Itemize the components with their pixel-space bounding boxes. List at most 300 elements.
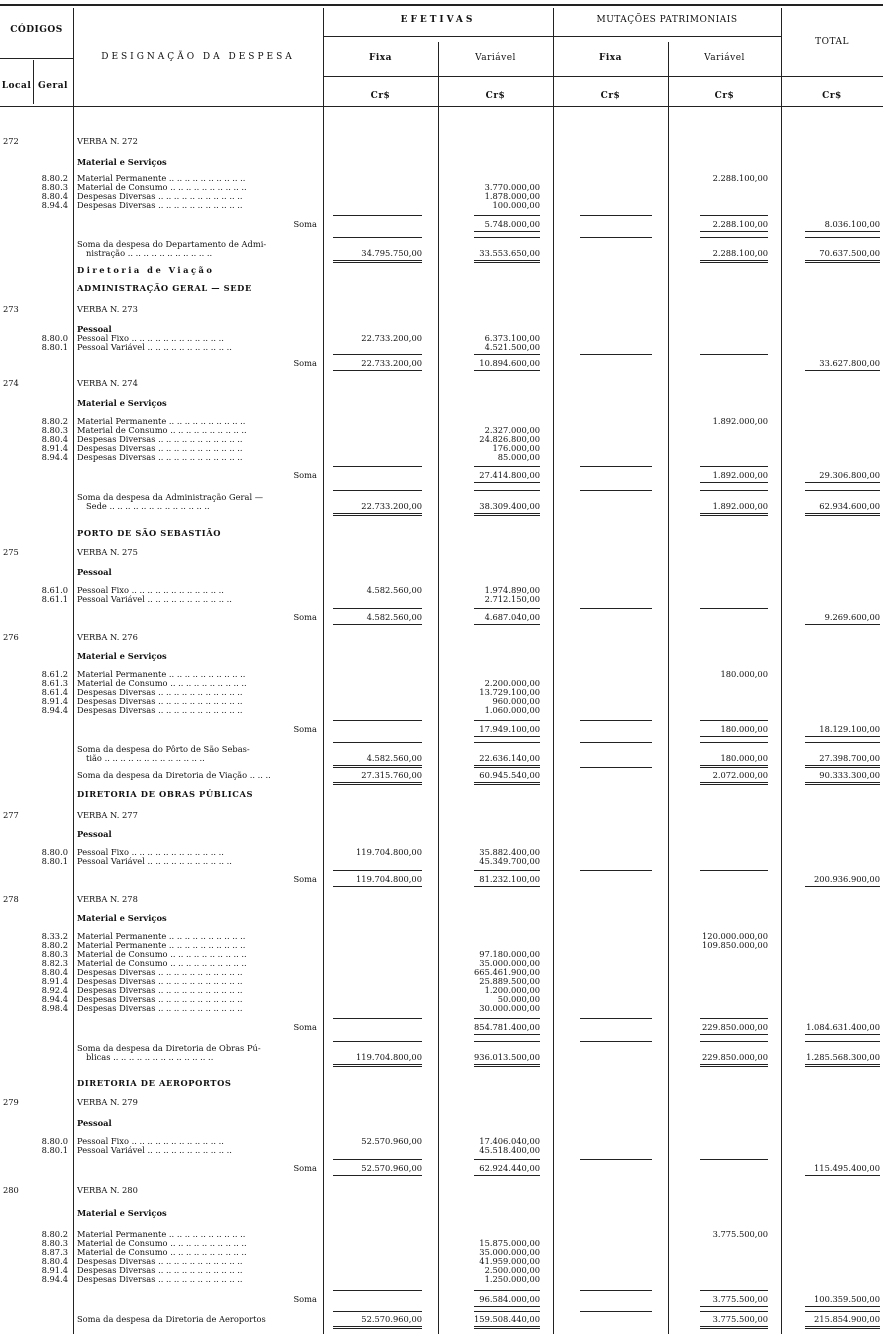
verba-title: VERBA N. 275: [77, 547, 138, 557]
table-row: [0, 239, 883, 258]
verba-title: VERBA N. 279: [77, 1097, 138, 1107]
sum-rule: [333, 767, 422, 768]
category-heading: Material e Serviços: [77, 913, 167, 923]
sum-rule: [700, 1290, 768, 1291]
efetiva-fixa-value: 27.315.760,00: [361, 770, 422, 780]
sum-rule: [474, 1018, 540, 1019]
expense-description: Despesas Diversas .. .. .. .. .. .. .. .. .. .. ..: [77, 687, 243, 697]
sum-rule: [474, 215, 540, 216]
table-row: [0, 1208, 883, 1218]
sum-rule: [474, 513, 540, 516]
mutacao-variavel-value: 180.000,00: [720, 753, 768, 763]
expense-description: Soma da despesa do Pôrto de São Sebas-: [77, 744, 250, 754]
efetiva-variavel-value: 22.636.140,00: [479, 753, 540, 763]
efetiva-variavel-value: 60.945.540,00: [479, 770, 540, 780]
geral-code: 8.80.1: [41, 856, 68, 866]
efetiva-variavel-value: 10.894.600,00: [479, 358, 540, 368]
efetiva-fixa-value: 119.704.800,00: [356, 847, 422, 857]
section-title: DIRETORIA DE AEROPORTOS: [77, 1078, 232, 1088]
hdr-rule-groups: [323, 36, 781, 37]
sum-rule: [474, 608, 540, 609]
sum-rule: [700, 720, 768, 721]
table-row: [0, 913, 883, 923]
geral-code: 8.80.1: [41, 342, 68, 352]
table-row: [0, 547, 883, 557]
geral-code: 8.98.4: [41, 1003, 68, 1013]
table-row: [0, 594, 883, 604]
expense-description: Pessoal Variável .. .. .. .. .. .. .. .. .. .. ..: [77, 1145, 232, 1155]
efetiva-variavel-value: 13.729.100,00: [479, 687, 540, 697]
verba-title: VERBA N. 276: [77, 632, 138, 642]
expense-description: Soma da despesa da Diretoria de Aeroportos: [77, 1314, 266, 1324]
category-heading: Material e Serviços: [77, 398, 167, 408]
efetiva-variavel-value: 2.712.150,00: [484, 594, 540, 604]
geral-code: 8.94.4: [41, 1274, 68, 1284]
expense-description: Despesas Diversas .. .. .. .. .. .. .. .. .. .. ..: [77, 200, 243, 210]
geral-code: 8.82.3: [41, 958, 68, 968]
sum-rule: [805, 1326, 880, 1329]
sum-rule: [474, 736, 540, 737]
table-row: [0, 810, 883, 820]
expense-description: Despesas Diversas .. .. .. .. .. .. .. .. .. .. ..: [77, 1265, 243, 1275]
sum-rule: [580, 215, 652, 216]
expense-description-cont: tião .. .. .. .. .. .. .. .. .. .. .. .. ..: [86, 753, 205, 763]
efetiva-variavel-value: 35.000.000,00: [479, 1247, 540, 1257]
sum-rule: [580, 354, 652, 355]
mutacao-variavel-value: 2.072.000,00: [712, 770, 768, 780]
sum-rule: [333, 260, 422, 263]
geral-code: 8.61.0: [41, 585, 68, 595]
hdr-rule-sub: [323, 76, 883, 77]
geral-code: 8.80.3: [41, 182, 68, 192]
efetiva-variavel-value: 25.889.500,00: [479, 976, 540, 986]
expense-description: Despesas Diversas .. .. .. .. .. .. .. .. .. .. ..: [77, 443, 243, 453]
sum-rule: [333, 490, 422, 491]
expense-description: Despesas Diversas .. .. .. .. .. .. .. .. .. .. ..: [77, 994, 243, 1004]
sum-rule: [580, 237, 652, 238]
efetiva-variavel-value: 2.200.000,00: [484, 678, 540, 688]
sum-rule: [474, 767, 540, 768]
mutacao-variavel-value: 2.288.100,00: [712, 219, 768, 229]
expense-description-cont: Sede .. .. .. .. .. .. .. .. .. .. .. .. ..: [86, 501, 210, 511]
efetiva-variavel-value: 960.000,00: [492, 696, 540, 706]
expense-description: Material de Consumo .. .. .. .. .. .. .. .. .. ..: [77, 678, 247, 688]
sum-rule: [805, 1041, 880, 1042]
sum-rule: [474, 1306, 540, 1307]
sum-rule: [805, 1064, 880, 1067]
efetiva-variavel-value: 159.508.440,00: [474, 1314, 540, 1324]
efetiva-variavel-value: 854.781.400,00: [474, 1022, 540, 1032]
verba-title: VERBA N. 280: [77, 1185, 138, 1195]
table-row: [0, 265, 883, 275]
total-value: 215.854.900,00: [814, 1314, 880, 1324]
expense-description: Despesas Diversas .. .. .. .. .. .. .. .. .. .. ..: [77, 452, 243, 462]
hdr-local: Local: [1, 81, 32, 91]
sum-rule: [333, 1175, 422, 1176]
sum-rule: [333, 782, 422, 785]
table-row: [0, 567, 883, 577]
efetiva-fixa-value: 22.733.200,00: [361, 333, 422, 343]
sum-rule: [474, 742, 540, 743]
table-row: [0, 358, 883, 368]
efetiva-variavel-value: 4.687.040,00: [484, 612, 540, 622]
local-code: 275: [3, 547, 19, 557]
sum-rule: [474, 490, 540, 491]
sum-rule: [580, 720, 652, 721]
efetiva-variavel-value: 81.232.100,00: [479, 874, 540, 884]
total-value: 115.495.400,00: [814, 1163, 880, 1173]
mutacao-variavel-value: 3.775.500,00: [712, 1294, 768, 1304]
sum-rule: [805, 886, 880, 887]
efetiva-variavel-value: 2.327.000,00: [484, 425, 540, 435]
soma-label: Soma: [293, 1163, 317, 1173]
geral-code: 8.91.4: [41, 443, 68, 453]
efetiva-variavel-value: 1.200.000,00: [484, 985, 540, 995]
category-heading: Material e Serviços: [77, 157, 167, 167]
hdr-designacao: DESIGNAÇÃO DA DESPESA: [101, 52, 295, 62]
sum-rule: [700, 1306, 768, 1307]
efetiva-fixa-value: 4.582.560,00: [366, 585, 422, 595]
table-row: [0, 1118, 883, 1128]
efetiva-variavel-value: 6.373.100,00: [484, 333, 540, 343]
mutacao-variavel-value: 1.892.000,00: [712, 501, 768, 511]
sum-rule: [580, 1290, 652, 1291]
verba-title: VERBA N. 278: [77, 894, 138, 904]
sum-rule: [333, 742, 422, 743]
efetiva-variavel-value: 41.959.000,00: [479, 1256, 540, 1266]
verba-title: VERBA N. 273: [77, 304, 138, 314]
hdr-currency-total: Cr$: [822, 91, 842, 101]
hdr-efetivas-variavel: Variável: [475, 53, 516, 63]
category-heading: Pessoal: [77, 567, 112, 577]
sum-rule: [333, 1326, 422, 1329]
expense-description: Material de Consumo .. .. .. .. .. .. .. .. .. ..: [77, 958, 247, 968]
efetiva-fixa-value: 52.570.960,00: [361, 1136, 422, 1146]
soma-label: Soma: [293, 874, 317, 884]
geral-code: 8.80.4: [41, 434, 68, 444]
efetiva-fixa-value: 119.704.800,00: [356, 874, 422, 884]
table-row: [0, 398, 883, 408]
total-value: 33.627.800,00: [819, 358, 880, 368]
sum-rule: [474, 482, 540, 483]
hdr-currency-efix: Cr$: [370, 91, 391, 101]
total-value: 18.129.100,00: [819, 724, 880, 734]
sum-rule: [580, 1311, 652, 1312]
table-row: [0, 1078, 883, 1088]
sum-rule: [474, 782, 540, 785]
expense-description-cont: blicas .. .. .. .. .. .. .. .. .. .. .. .. ..: [86, 1052, 214, 1062]
geral-code: 8.94.4: [41, 452, 68, 462]
sum-rule: [333, 215, 422, 216]
sum-rule: [580, 870, 652, 871]
efetiva-variavel-value: 50.000,00: [497, 994, 540, 1004]
sum-rule: [474, 466, 540, 467]
efetiva-fixa-value: 52.570.960,00: [361, 1314, 422, 1324]
table-row: [0, 874, 883, 884]
sum-rule: [333, 886, 422, 887]
sum-rule: [474, 1034, 540, 1035]
category-heading: Pessoal: [77, 829, 112, 839]
expense-description: Despesas Diversas .. .. .. .. .. .. .. .. .. .. ..: [77, 696, 243, 706]
sum-rule: [805, 624, 880, 625]
sum-rule: [700, 782, 768, 785]
sum-rule: [580, 608, 652, 609]
sum-rule: [805, 370, 880, 371]
table-row: [0, 744, 883, 763]
sum-rule: [700, 490, 768, 491]
expense-description: Material de Consumo .. .. .. .. .. .. .. .. .. ..: [77, 1247, 247, 1257]
total-value: 29.306.800,00: [819, 470, 880, 480]
soma-label: Soma: [293, 1022, 317, 1032]
hdr-mutacoes-variavel: Variável: [704, 53, 745, 63]
table-row: [0, 219, 883, 229]
total-value: 1.285.568.300,00: [806, 1052, 880, 1062]
mutacao-variavel-value: 3.775.500,00: [712, 1229, 768, 1239]
efetiva-variavel-value: 17.406.040,00: [479, 1136, 540, 1146]
efetiva-variavel-value: 1.250.000,00: [484, 1274, 540, 1284]
total-value: 8.036.100,00: [824, 219, 880, 229]
mutacao-variavel-value: 1.892.000,00: [712, 470, 768, 480]
expense-description: Material Permanente .. .. .. .. .. .. .. .. .. ..: [77, 669, 246, 679]
table-row: [0, 856, 883, 866]
expense-description: Material de Consumo .. .. .. .. .. .. .. .. .. ..: [77, 1238, 247, 1248]
sum-rule: [333, 466, 422, 467]
sum-rule: [333, 1018, 422, 1019]
sum-rule: [805, 742, 880, 743]
soma-label: Soma: [293, 612, 317, 622]
table-row: [0, 136, 883, 146]
geral-code: 8.61.2: [41, 669, 68, 679]
sum-rule: [700, 1041, 768, 1042]
efetiva-variavel-value: 30.000.000,00: [479, 1003, 540, 1013]
sum-rule: [805, 482, 880, 483]
geral-code: 8.61.1: [41, 594, 68, 604]
local-code: 277: [3, 810, 19, 820]
sum-rule: [805, 782, 880, 785]
hdr-codigos: CÓDIGOS: [10, 25, 63, 35]
efetiva-variavel-value: 1.060.000,00: [484, 705, 540, 715]
table-row: [0, 342, 883, 352]
geral-code: 8.61.3: [41, 678, 68, 688]
sum-rule: [700, 767, 768, 768]
expense-description: Despesas Diversas .. .. .. .. .. .. .. .. .. .. ..: [77, 1274, 243, 1284]
sum-rule: [700, 237, 768, 238]
expense-description: Material de Consumo .. .. .. .. .. .. .. .. .. ..: [77, 425, 247, 435]
table-row: [0, 528, 883, 538]
sum-rule: [474, 237, 540, 238]
sum-rule: [474, 720, 540, 721]
sum-rule: [700, 1064, 768, 1067]
sum-rule: [474, 624, 540, 625]
geral-code: 8.80.4: [41, 1256, 68, 1266]
efetiva-fixa-value: 22.733.200,00: [361, 358, 422, 368]
sum-rule: [474, 1159, 540, 1160]
sum-rule: [333, 1064, 422, 1067]
efetiva-variavel-value: 35.882.400,00: [479, 847, 540, 857]
sum-rule: [333, 354, 422, 355]
efetiva-variavel-value: 85.000,00: [497, 452, 540, 462]
table-row: [0, 200, 883, 210]
sum-rule: [700, 1311, 768, 1312]
soma-label: Soma: [293, 1294, 317, 1304]
expense-description: Material Permanente .. .. .. .. .. .. .. .. .. ..: [77, 1229, 246, 1239]
hdr-rule-bottom: [0, 106, 883, 107]
efetiva-variavel-value: 176.000,00: [492, 443, 540, 453]
table-row: [0, 724, 883, 734]
sum-rule: [805, 231, 880, 232]
geral-code: 8.80.2: [41, 940, 68, 950]
sum-rule: [580, 1159, 652, 1160]
expense-description: Material Permanente .. .. .. .. .. .. .. .. .. ..: [77, 173, 246, 183]
category-heading: Pessoal: [77, 1118, 112, 1128]
expense-description: Despesas Diversas .. .. .. .. .. .. .. .. .. .. ..: [77, 976, 243, 986]
table-row: [0, 304, 883, 314]
table-row: [0, 632, 883, 642]
efetiva-variavel-value: 27.414.800,00: [479, 470, 540, 480]
category-heading: Material e Serviços: [77, 1208, 167, 1218]
section-title: Diretoria de Viação: [77, 265, 215, 275]
sum-rule: [474, 231, 540, 232]
total-value: 70.637.500,00: [819, 248, 880, 258]
section-title: DIRETORIA DE OBRAS PÚBLICAS: [77, 789, 254, 799]
local-code: 274: [3, 378, 19, 388]
table-row: [0, 829, 883, 839]
sum-rule: [580, 742, 652, 743]
geral-code: 8.80.0: [41, 333, 68, 343]
expense-description: Material Permanente .. .. .. .. .. .. .. .. .. ..: [77, 940, 246, 950]
efetiva-variavel-value: 45.518.400,00: [479, 1145, 540, 1155]
table-row: [0, 470, 883, 480]
sum-rule: [700, 231, 768, 232]
sum-rule: [333, 608, 422, 609]
mutacao-variavel-value: 2.288.100,00: [712, 173, 768, 183]
total-value: 62.934.600,00: [819, 501, 880, 511]
table-row: [0, 1022, 883, 1032]
geral-code: 8.80.0: [41, 1136, 68, 1146]
hdr-mutacoes: MUTAÇÕES PATRIMONIAIS: [596, 15, 738, 25]
sum-rule: [805, 1175, 880, 1176]
expense-description: Despesas Diversas .. .. .. .. .. .. .. .. .. .. ..: [77, 985, 243, 995]
sum-rule: [580, 490, 652, 491]
total-value: 100.359.500,00: [814, 1294, 880, 1304]
soma-label: Soma: [293, 724, 317, 734]
total-value: 200.936.900,00: [814, 874, 880, 884]
expense-description: Pessoal Variável .. .. .. .. .. .. .. .. .. .. ..: [77, 594, 232, 604]
efetiva-variavel-value: 4.521.500,00: [484, 342, 540, 352]
sum-rule: [580, 1018, 652, 1019]
efetiva-variavel-value: 5.748.000,00: [484, 219, 540, 229]
sum-rule: [805, 1306, 880, 1307]
hdr-currency-mvar: Cr$: [714, 91, 735, 101]
expense-description: Material Permanente .. .. .. .. .. .. .. .. .. ..: [77, 931, 246, 941]
mutacao-variavel-value: 120.000.000,00: [702, 931, 768, 941]
table-row: [0, 651, 883, 661]
sum-rule: [805, 736, 880, 737]
sum-rule: [474, 370, 540, 371]
section-title: PORTO DE SÃO SEBASTIÃO: [77, 528, 222, 538]
efetiva-fixa-value: 52.570.960,00: [361, 1163, 422, 1173]
sum-rule: [700, 1018, 768, 1019]
sum-rule: [700, 1159, 768, 1160]
sum-rule: [474, 1290, 540, 1291]
table-row: [0, 1097, 883, 1107]
geral-code: 8.80.1: [41, 1145, 68, 1155]
table-row: [0, 378, 883, 388]
geral-code: 8.80.2: [41, 416, 68, 426]
sum-rule: [580, 466, 652, 467]
efetiva-variavel-value: 38.309.400,00: [479, 501, 540, 511]
geral-code: 8.80.0: [41, 847, 68, 857]
local-code: 279: [3, 1097, 19, 1107]
sum-rule: [333, 1159, 422, 1160]
expense-description: Despesas Diversas .. .. .. .. .. .. .. .. .. .. ..: [77, 1003, 243, 1013]
total-value: 1.084.631.400,00: [806, 1022, 880, 1032]
geral-code: 8.94.4: [41, 994, 68, 1004]
efetiva-variavel-value: 33.553.650,00: [479, 248, 540, 258]
efetiva-variavel-value: 1.974.890,00: [484, 585, 540, 595]
expense-description-cont: nistração .. .. .. .. .. .. .. .. .. .. ..: [86, 248, 213, 258]
local-code: 273: [3, 304, 19, 314]
efetiva-variavel-value: 35.000.000,00: [479, 958, 540, 968]
sum-rule: [805, 1311, 880, 1312]
table-row: [0, 770, 883, 780]
expense-description: Despesas Diversas .. .. .. .. .. .. .. .. .. .. ..: [77, 434, 243, 444]
geral-code: 8.80.2: [41, 1229, 68, 1239]
efetiva-variavel-value: 665.461.900,00: [474, 967, 540, 977]
table-row: [0, 1314, 883, 1324]
sum-rule: [700, 354, 768, 355]
efetiva-variavel-value: 936.013.500,00: [474, 1052, 540, 1062]
hdr-rule-codes: [0, 58, 73, 59]
verba-title: VERBA N. 274: [77, 378, 138, 388]
sum-rule: [805, 1034, 880, 1035]
sum-rule: [333, 1041, 422, 1042]
efetiva-variavel-value: 15.875.000,00: [479, 1238, 540, 1248]
expense-description: Soma da despesa do Departamento de Admi-: [77, 239, 267, 249]
sum-rule: [333, 1290, 422, 1291]
hdr-efetivas: EFETIVAS: [400, 15, 476, 25]
total-value: 27.398.700,00: [819, 753, 880, 763]
sum-rule: [805, 513, 880, 516]
geral-code: 8.91.4: [41, 696, 68, 706]
sum-rule: [474, 1041, 540, 1042]
local-code: 276: [3, 632, 19, 642]
sum-rule: [474, 1064, 540, 1067]
sum-rule: [805, 237, 880, 238]
efetiva-fixa-value: 4.582.560,00: [366, 612, 422, 622]
verba-title: VERBA N. 272: [77, 136, 138, 146]
table-row: [0, 705, 883, 715]
sum-rule: [700, 513, 768, 516]
sum-rule: [333, 720, 422, 721]
mutacao-variavel-value: 180.000,00: [720, 724, 768, 734]
soma-label: Soma: [293, 470, 317, 480]
mutacao-variavel-value: 229.850.000,00: [702, 1052, 768, 1062]
local-code: 272: [3, 136, 19, 146]
mutacao-variavel-value: 109.850.000,00: [702, 940, 768, 950]
sum-rule: [474, 886, 540, 887]
mutacao-variavel-value: 3.775.500,00: [712, 1314, 768, 1324]
hdr-currency-mfix: Cr$: [600, 91, 621, 101]
top-rule: [0, 4, 883, 6]
sum-rule: [700, 466, 768, 467]
local-code: 278: [3, 894, 19, 904]
efetiva-variavel-value: 96.584.000,00: [479, 1294, 540, 1304]
efetiva-variavel-value: 100.000,00: [492, 200, 540, 210]
hdr-geral: Geral: [38, 81, 68, 91]
sum-rule: [700, 870, 768, 871]
efetiva-fixa-value: 119.704.800,00: [356, 1052, 422, 1062]
